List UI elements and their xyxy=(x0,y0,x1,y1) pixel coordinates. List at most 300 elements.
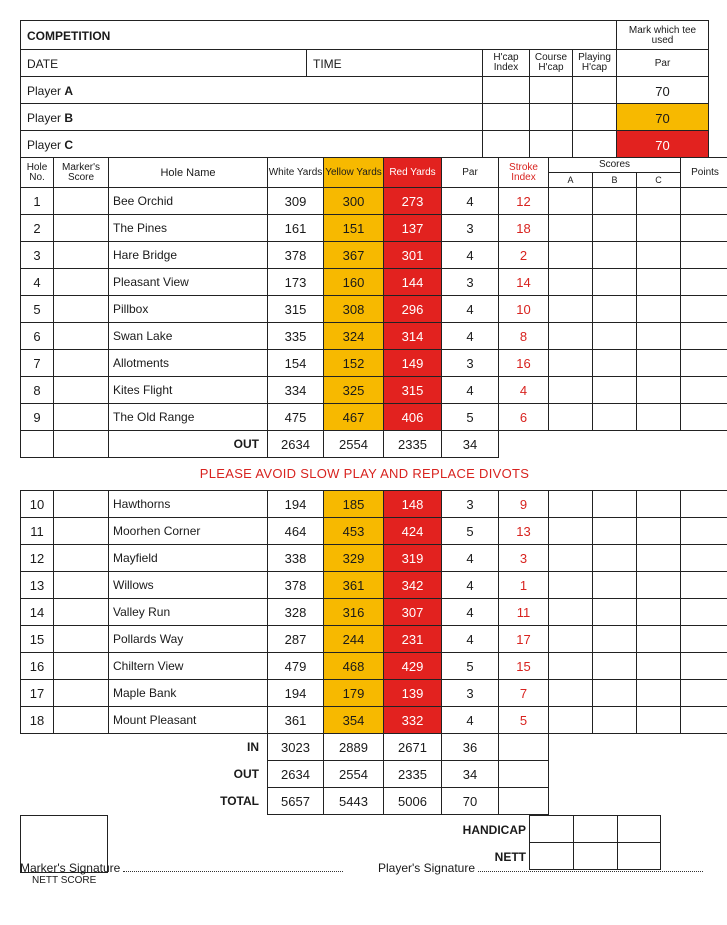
markers-score-cell[interactable] xyxy=(54,242,109,269)
hole-number: 4 xyxy=(21,269,54,296)
hole-row xyxy=(21,491,727,518)
col-scores-label: Scores xyxy=(549,158,680,173)
col-red-yards: Red Yards xyxy=(384,158,442,188)
col-hole-no: Hole No. xyxy=(21,158,54,188)
score-a-cell[interactable] xyxy=(549,269,593,296)
stroke-index: 7 xyxy=(499,680,549,707)
score-c-cell[interactable] xyxy=(637,599,681,626)
points-cell[interactable] xyxy=(681,215,727,242)
player-b-playing-hcap[interactable] xyxy=(572,103,617,131)
hole-par: 4 xyxy=(442,296,499,323)
hole-number: 18 xyxy=(21,707,54,734)
hole-number: 13 xyxy=(21,572,54,599)
hole-name: Hare Bridge xyxy=(109,242,268,269)
score-a-cell[interactable] xyxy=(549,323,593,350)
score-a-cell[interactable] xyxy=(549,545,593,572)
points-cell[interactable] xyxy=(681,653,727,680)
white-yards: 338 xyxy=(268,545,324,572)
yellow-yards: 467 xyxy=(324,404,384,431)
score-a-cell[interactable] xyxy=(549,491,593,518)
score-b-cell[interactable] xyxy=(593,350,637,377)
totals-blank-cell xyxy=(21,788,54,815)
hole-par: 4 xyxy=(442,545,499,572)
markers-score-cell[interactable] xyxy=(54,599,109,626)
hole-number: 15 xyxy=(21,626,54,653)
red-yards: 424 xyxy=(384,518,442,545)
hcap-index-header xyxy=(482,49,530,77)
hole-name: Mount Pleasant xyxy=(109,707,268,734)
totals-blank-cell xyxy=(549,788,593,815)
white-yards: 328 xyxy=(268,599,324,626)
hole-row xyxy=(21,404,727,431)
hole-name: Pillbox xyxy=(109,296,268,323)
red-yards: 148 xyxy=(384,491,442,518)
player-a-course-hcap[interactable] xyxy=(529,76,573,104)
stroke-index: 9 xyxy=(499,491,549,518)
hole-par: 4 xyxy=(442,377,499,404)
playing-hcap-header xyxy=(572,49,617,77)
score-b-cell[interactable] xyxy=(593,626,637,653)
player-a-field[interactable] xyxy=(20,76,483,104)
player-b-label: Player B xyxy=(27,111,73,125)
totals-blank-cell xyxy=(54,761,109,788)
hole-name: Pollards Way xyxy=(109,626,268,653)
white-yards: 194 xyxy=(268,680,324,707)
nett-score-label: NETT SCORE xyxy=(32,875,96,886)
score-a-cell[interactable] xyxy=(549,707,593,734)
player-b-field[interactable] xyxy=(20,103,483,131)
col-score-c: C xyxy=(636,173,680,187)
score-a-cell[interactable] xyxy=(549,680,593,707)
back-nine-table xyxy=(20,490,727,815)
score-c-cell[interactable] xyxy=(637,518,681,545)
score-b-cell[interactable] xyxy=(593,269,637,296)
points-cell[interactable] xyxy=(681,572,727,599)
totals-blank-cell xyxy=(681,788,727,815)
score-c-cell[interactable] xyxy=(637,188,681,215)
date-field[interactable] xyxy=(20,49,307,77)
yellow-yards: 179 xyxy=(324,680,384,707)
score-b-cell[interactable] xyxy=(593,518,637,545)
stroke-index: 18 xyxy=(499,215,549,242)
score-c-cell[interactable] xyxy=(637,545,681,572)
points-cell[interactable] xyxy=(681,707,727,734)
red-yards: 315 xyxy=(384,377,442,404)
score-b-cell[interactable] xyxy=(593,377,637,404)
score-c-cell[interactable] xyxy=(637,377,681,404)
hole-number: 2 xyxy=(21,215,54,242)
score-b-cell[interactable] xyxy=(593,491,637,518)
red-yards: 314 xyxy=(384,323,442,350)
score-c-cell[interactable] xyxy=(637,404,681,431)
mark-tee-header xyxy=(616,20,709,50)
hole-name: The Old Range xyxy=(109,404,268,431)
score-b-cell[interactable] xyxy=(593,188,637,215)
totals-blank-cell xyxy=(499,761,549,788)
score-a-cell[interactable] xyxy=(549,350,593,377)
hole-row xyxy=(21,269,727,296)
scorecard xyxy=(20,20,709,925)
score-b-cell[interactable] xyxy=(593,653,637,680)
markers-score-cell[interactable] xyxy=(54,491,109,518)
points-cell[interactable] xyxy=(681,518,727,545)
totals-blank-cell xyxy=(593,761,637,788)
col-stroke-index: Stroke Index xyxy=(499,158,549,188)
score-a-cell[interactable] xyxy=(549,188,593,215)
totals-red: 2335 xyxy=(384,761,442,788)
totals-blank-cell xyxy=(21,734,54,761)
yellow-yards: 324 xyxy=(324,323,384,350)
score-c-cell[interactable] xyxy=(637,350,681,377)
points-cell[interactable] xyxy=(681,242,727,269)
hole-number: 16 xyxy=(21,653,54,680)
totals-yellow: 2889 xyxy=(324,734,384,761)
yellow-yards: 308 xyxy=(324,296,384,323)
points-cell[interactable] xyxy=(681,323,727,350)
red-yards: 139 xyxy=(384,680,442,707)
hole-number: 17 xyxy=(21,680,54,707)
score-c-cell[interactable] xyxy=(637,626,681,653)
hole-par: 5 xyxy=(442,404,499,431)
score-b-cell[interactable] xyxy=(593,680,637,707)
hole-row xyxy=(21,653,727,680)
score-a-cell[interactable] xyxy=(549,518,593,545)
totals-blank-cell xyxy=(499,788,549,815)
yellow-yards: 361 xyxy=(324,572,384,599)
white-yards: 378 xyxy=(268,572,324,599)
points-cell[interactable] xyxy=(681,491,727,518)
markers-signature-line[interactable] xyxy=(20,861,343,875)
hole-name: Swan Lake xyxy=(109,323,268,350)
yellow-yards: 152 xyxy=(324,350,384,377)
player-a-label: Player A xyxy=(27,84,73,98)
white-yards: 154 xyxy=(268,350,324,377)
stroke-index: 5 xyxy=(499,707,549,734)
hole-name: Kites Flight xyxy=(109,377,268,404)
hole-row xyxy=(21,296,727,323)
stroke-index: 1 xyxy=(499,572,549,599)
col-score-a: A xyxy=(549,173,592,187)
red-yards: 137 xyxy=(384,215,442,242)
totals-blank-cell xyxy=(54,788,109,815)
score-b-cell[interactable] xyxy=(593,404,637,431)
markers-score-cell[interactable] xyxy=(54,545,109,572)
player-c-playing-hcap[interactable] xyxy=(572,130,617,158)
red-yards: 332 xyxy=(384,707,442,734)
player-b-course-hcap[interactable] xyxy=(529,103,573,131)
hole-par: 3 xyxy=(442,680,499,707)
points-cell[interactable] xyxy=(681,545,727,572)
hole-row xyxy=(21,626,727,653)
score-a-cell[interactable] xyxy=(549,653,593,680)
totals-blank-cell xyxy=(681,761,727,788)
score-c-cell[interactable] xyxy=(637,323,681,350)
score-c-cell[interactable] xyxy=(637,707,681,734)
hcap-index-label: H'cap Index xyxy=(483,50,529,73)
markers-score-cell[interactable] xyxy=(54,323,109,350)
score-a-cell[interactable] xyxy=(549,572,593,599)
hole-name: Maple Bank xyxy=(109,680,268,707)
white-yards: 335 xyxy=(268,323,324,350)
totals-label: OUT xyxy=(109,761,268,788)
hole-par: 5 xyxy=(442,653,499,680)
hole-par: 3 xyxy=(442,350,499,377)
totals-row xyxy=(21,734,727,761)
totals-par: 70 xyxy=(442,788,499,815)
red-yards: 273 xyxy=(384,188,442,215)
points-cell[interactable] xyxy=(681,377,727,404)
yellow-yards: 244 xyxy=(324,626,384,653)
hole-row xyxy=(21,323,727,350)
hole-number: 7 xyxy=(21,350,54,377)
markers-score-cell[interactable] xyxy=(54,404,109,431)
players-signature-line[interactable] xyxy=(378,861,703,875)
score-b-cell[interactable] xyxy=(593,323,637,350)
player-c-field[interactable] xyxy=(20,130,483,158)
red-yards: 231 xyxy=(384,626,442,653)
hole-row xyxy=(21,242,727,269)
hole-par: 4 xyxy=(442,626,499,653)
score-c-cell[interactable] xyxy=(637,653,681,680)
totals-yellow: 5443 xyxy=(324,788,384,815)
score-c-cell[interactable] xyxy=(637,296,681,323)
totals-blank-cell xyxy=(593,734,637,761)
par-header xyxy=(616,49,709,77)
hole-par: 3 xyxy=(442,269,499,296)
white-yards: 161 xyxy=(268,215,324,242)
hole-name: The Pines xyxy=(109,215,268,242)
hole-par: 4 xyxy=(442,599,499,626)
score-c-cell[interactable] xyxy=(637,572,681,599)
white-yards: 309 xyxy=(268,188,324,215)
player-a-par-value: 70 xyxy=(617,77,708,99)
yellow-yards: 151 xyxy=(324,215,384,242)
front-nine-table xyxy=(20,157,727,458)
stroke-index: 12 xyxy=(499,188,549,215)
red-yards: 307 xyxy=(384,599,442,626)
hole-row xyxy=(21,350,727,377)
scorecard-header xyxy=(20,20,709,183)
score-a-cell[interactable] xyxy=(549,296,593,323)
totals-red: 5006 xyxy=(384,788,442,815)
stroke-index: 15 xyxy=(499,653,549,680)
course-hcap-label: Course H'cap xyxy=(530,50,572,73)
points-cell[interactable] xyxy=(681,296,727,323)
totals-blank-cell xyxy=(637,761,681,788)
yellow-yards: 325 xyxy=(324,377,384,404)
score-a-cell[interactable] xyxy=(549,242,593,269)
markers-signature-label: Marker's Signature xyxy=(20,861,120,875)
out-red: 2335 xyxy=(384,431,442,458)
score-b-cell[interactable] xyxy=(593,545,637,572)
yellow-yards: 354 xyxy=(324,707,384,734)
points-cell[interactable] xyxy=(681,269,727,296)
markers-score-cell[interactable] xyxy=(54,377,109,404)
playing-hcap-label: Playing H'cap xyxy=(573,50,616,73)
yellow-yards: 468 xyxy=(324,653,384,680)
handicap-b[interactable] xyxy=(573,815,618,843)
totals-blank-cell xyxy=(637,734,681,761)
hole-name: Mayfield xyxy=(109,545,268,572)
player-b-par-value: 70 xyxy=(617,104,708,126)
stroke-index: 8 xyxy=(499,323,549,350)
col-score-b: B xyxy=(592,173,636,187)
score-c-cell[interactable] xyxy=(637,269,681,296)
red-yards: 149 xyxy=(384,350,442,377)
stroke-index: 13 xyxy=(499,518,549,545)
player-c-hcap-index[interactable] xyxy=(482,130,530,158)
hole-par: 5 xyxy=(442,518,499,545)
stroke-index: 6 xyxy=(499,404,549,431)
markers-score-cell[interactable] xyxy=(54,269,109,296)
stroke-index: 17 xyxy=(499,626,549,653)
col-white-yards: White Yards xyxy=(268,158,324,188)
slow-play-notice: PLEASE AVOID SLOW PLAY AND REPLACE DIVOTS xyxy=(20,458,709,490)
score-a-cell[interactable] xyxy=(549,599,593,626)
player-a-hcap-index[interactable] xyxy=(482,76,530,104)
points-cell[interactable] xyxy=(681,680,727,707)
col-markers-score: Marker's Score xyxy=(54,158,109,188)
hole-row xyxy=(21,188,727,215)
markers-score-cell[interactable] xyxy=(54,188,109,215)
time-label: TIME xyxy=(313,57,342,71)
yellow-yards: 160 xyxy=(324,269,384,296)
handicap-c[interactable] xyxy=(617,815,661,843)
score-c-cell[interactable] xyxy=(637,491,681,518)
totals-blank-cell xyxy=(549,761,593,788)
red-yards: 296 xyxy=(384,296,442,323)
score-b-cell[interactable] xyxy=(593,215,637,242)
points-cell[interactable] xyxy=(681,626,727,653)
white-yards: 464 xyxy=(268,518,324,545)
stroke-index: 2 xyxy=(499,242,549,269)
score-c-cell[interactable] xyxy=(637,215,681,242)
points-cell[interactable] xyxy=(681,350,727,377)
score-b-cell[interactable] xyxy=(593,242,637,269)
white-yards: 378 xyxy=(268,242,324,269)
markers-score-cell[interactable] xyxy=(54,653,109,680)
points-cell[interactable] xyxy=(681,188,727,215)
markers-score-cell[interactable] xyxy=(54,707,109,734)
stroke-index: 4 xyxy=(499,377,549,404)
red-yards: 144 xyxy=(384,269,442,296)
hole-par: 4 xyxy=(442,572,499,599)
score-b-cell[interactable] xyxy=(593,599,637,626)
date-label: DATE xyxy=(27,57,58,71)
hole-number: 3 xyxy=(21,242,54,269)
red-yards: 301 xyxy=(384,242,442,269)
out-yellow: 2554 xyxy=(324,431,384,458)
hole-number: 8 xyxy=(21,377,54,404)
players-signature-label: Player's Signature xyxy=(378,861,475,875)
player-a-playing-hcap[interactable] xyxy=(572,76,617,104)
totals-blank-cell xyxy=(593,788,637,815)
hole-row xyxy=(21,572,727,599)
player-c-course-hcap[interactable] xyxy=(529,130,573,158)
score-b-cell[interactable] xyxy=(593,707,637,734)
hole-row xyxy=(21,215,727,242)
player-b-hcap-index[interactable] xyxy=(482,103,530,131)
score-b-cell[interactable] xyxy=(593,296,637,323)
red-yards: 429 xyxy=(384,653,442,680)
hole-number: 11 xyxy=(21,518,54,545)
yellow-yards: 300 xyxy=(324,188,384,215)
markers-score-cell[interactable] xyxy=(54,626,109,653)
score-a-cell[interactable] xyxy=(549,404,593,431)
red-yards: 342 xyxy=(384,572,442,599)
hole-row xyxy=(21,545,727,572)
nett-label: NETT xyxy=(440,850,526,864)
hole-number: 10 xyxy=(21,491,54,518)
player-b-par[interactable] xyxy=(616,103,709,131)
hole-name: Chiltern View xyxy=(109,653,268,680)
markers-score-cell[interactable] xyxy=(54,296,109,323)
score-a-cell[interactable] xyxy=(549,377,593,404)
player-a-par[interactable] xyxy=(616,76,709,104)
player-c-par[interactable] xyxy=(616,130,709,158)
out-row xyxy=(21,431,727,458)
hole-name: Allotments xyxy=(109,350,268,377)
hole-name: Moorhen Corner xyxy=(109,518,268,545)
score-b-cell[interactable] xyxy=(593,572,637,599)
markers-score-cell[interactable] xyxy=(54,518,109,545)
totals-par: 36 xyxy=(442,734,499,761)
col-yellow-yards: Yellow Yards xyxy=(324,158,384,188)
totals-blank-cell xyxy=(637,788,681,815)
yellow-yards: 453 xyxy=(324,518,384,545)
score-a-cell[interactable] xyxy=(549,215,593,242)
white-yards: 194 xyxy=(268,491,324,518)
handicap-a[interactable] xyxy=(529,815,574,843)
totals-row xyxy=(21,788,727,815)
mark-tee-label: Mark which tee used xyxy=(617,21,708,46)
totals-blank-cell xyxy=(499,734,549,761)
white-yards: 334 xyxy=(268,377,324,404)
score-c-cell[interactable] xyxy=(637,680,681,707)
score-a-cell[interactable] xyxy=(549,626,593,653)
player-c-label: Player C xyxy=(27,138,73,152)
col-hole-name: Hole Name xyxy=(109,158,268,188)
hole-row xyxy=(21,518,727,545)
stroke-index: 10 xyxy=(499,296,549,323)
points-cell[interactable] xyxy=(681,599,727,626)
totals-yellow: 2554 xyxy=(324,761,384,788)
hole-number: 6 xyxy=(21,323,54,350)
hole-par: 4 xyxy=(442,188,499,215)
markers-score-cell[interactable] xyxy=(54,680,109,707)
points-cell[interactable] xyxy=(681,404,727,431)
hole-name: Hawthorns xyxy=(109,491,268,518)
time-field[interactable] xyxy=(306,49,483,77)
totals-blank-cell xyxy=(549,734,593,761)
hole-name: Willows xyxy=(109,572,268,599)
markers-score-cell[interactable] xyxy=(54,215,109,242)
white-yards: 173 xyxy=(268,269,324,296)
markers-score-cell[interactable] xyxy=(54,350,109,377)
hole-name: Bee Orchid xyxy=(109,188,268,215)
red-yards: 406 xyxy=(384,404,442,431)
yellow-yards: 329 xyxy=(324,545,384,572)
competition-field[interactable] xyxy=(20,20,617,50)
score-c-cell[interactable] xyxy=(637,242,681,269)
handicap-label: HANDICAP xyxy=(440,823,526,837)
yellow-yards: 367 xyxy=(324,242,384,269)
red-yards: 319 xyxy=(384,545,442,572)
yellow-yards: 185 xyxy=(324,491,384,518)
totals-blank-cell xyxy=(21,761,54,788)
markers-score-cell[interactable] xyxy=(54,572,109,599)
totals-blank-cell xyxy=(54,734,109,761)
